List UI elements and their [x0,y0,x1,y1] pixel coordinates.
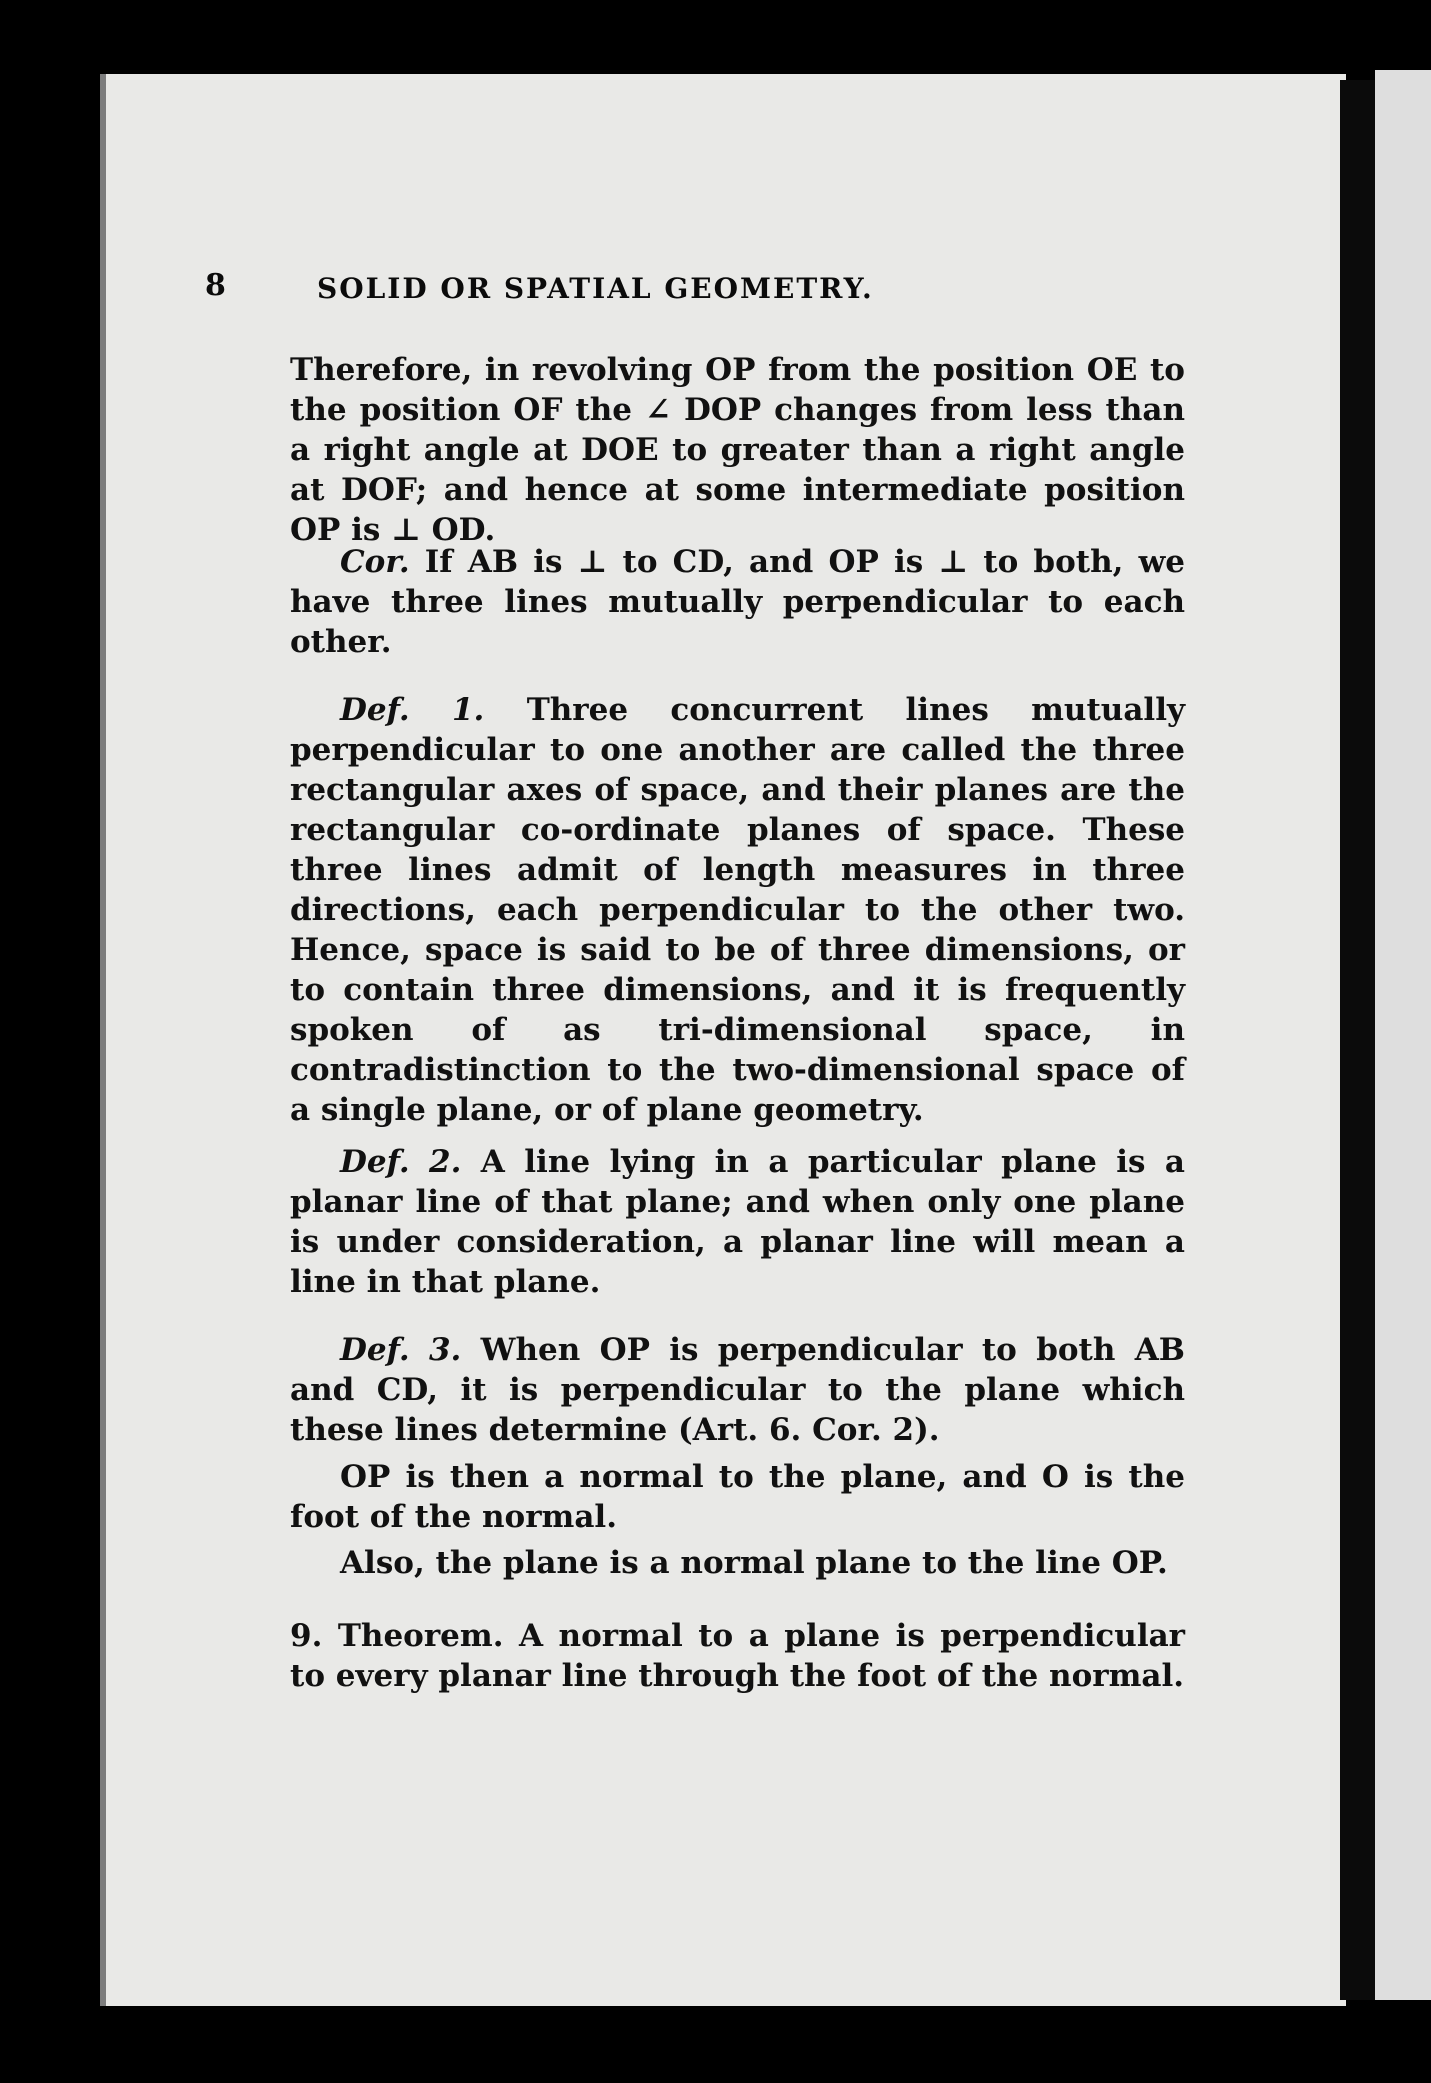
paragraph-corollary [290,542,1185,662]
paragraph-text: Also, the plane is a normal plane to the line OP. [340,1545,1168,1581]
paragraph-lead: Cor. [340,544,410,580]
paragraph-lead: Def. 3. [340,1332,462,1368]
paragraph-text: When OP is perpendicular to both AB and CD, it is perpendicular to the plane which these lines determine (Art. 6. Cor. 2). [290,1332,1185,1448]
paragraph-therefore [290,350,1185,550]
paragraph-lead: Def. 1. [340,692,485,728]
page-header [205,268,1025,316]
page-number: 8 [205,268,226,303]
paragraph-text: If AB is ⊥ to CD, and OP is ⊥ to both, we have three lines mutually perpendicular to each other. [290,544,1185,660]
adjacent-page-edge [1375,70,1431,2000]
paragraph-def-2 [290,1142,1185,1302]
paragraph-text: Three concurrent lines mutually perpendicular to one another are called the three rectangular axes of space, and their planes are the rectangular co-ordinate planes of space. These three lines admit of length measures in three directions, each perpendicular to the other two. Hence, space is said to be of three dimensions, or to contain three dimensions, and it is frequently spoken of as tri-dimensional space, in contradistinction to the two-dimensional space of a single plane, or of plane geometry. [290,692,1185,1128]
paragraph-def-1 [290,690,1185,1130]
paragraph-lead: 9. Theorem. [290,1618,504,1654]
paragraph-text: OP is then a normal to the plane, and O is the foot of the normal. [290,1459,1185,1535]
paragraph-text: A line lying in a particular plane is a planar line of that plane; and when only one plane is under consideration, a planar line will mean a line in that plane. [290,1144,1185,1300]
paragraph-theorem-9 [290,1616,1185,1696]
paragraph-def-3 [290,1330,1185,1450]
page-gutter-shadow [1340,80,1375,2000]
scan-left-border [0,0,100,2083]
paragraph-text: Therefore, in revolving OP from the position OE to the position OF the ∠ DOP changes from less than a right angle at DOE to greater than a right angle at DOF; and hence at some intermediate position OP is ⊥ OD. [290,352,1185,548]
paragraph-normal [290,1457,1185,1537]
paragraph-normal-plane [290,1543,1185,1583]
paragraph-text: A normal to a plane is perpendicular to every planar line through the foot of the normal. [290,1618,1186,1694]
running-head: SOLID OR SPATIAL GEOMETRY. [317,272,874,305]
paragraph-lead: Def. 2. [340,1144,462,1180]
